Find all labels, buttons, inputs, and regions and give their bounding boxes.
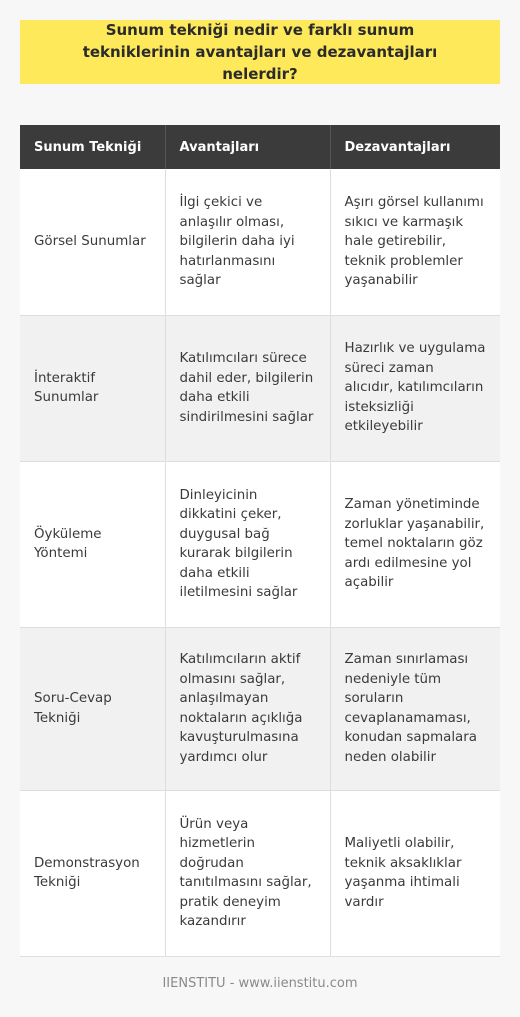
header-advantages: Avantajları xyxy=(165,125,330,169)
cell-disadvantages: Zaman sınırlaması nedeniyle tüm soruların cevaplanamaması, konudan sapmalara neden olabilir xyxy=(330,627,500,790)
title-banner xyxy=(20,20,500,84)
footer-credit: IIENSTITU - www.iienstitu.com xyxy=(162,976,358,991)
header-disadvantages: Dezavantajları xyxy=(330,125,500,169)
header-technique: Sunum Tekniği xyxy=(20,125,165,169)
cell-disadvantages: Aşırı görsel kullanımı sıkıcı ve karmaşık hale getirebilir, teknik problemler yaşanabilir xyxy=(330,169,500,315)
cell-technique: Görsel Sunumlar xyxy=(20,169,165,315)
cell-technique: Demonstrasyon Tekniği xyxy=(20,790,165,956)
page-title: Sunum tekniği nedir ve farklı sunum tekniklerinin avantajları ve dezavantajları nelerdir? xyxy=(82,21,438,83)
cell-disadvantages: Hazırlık ve uygulama süreci zaman alıcıdır, katılımcıların isteksizliği etkileyebilir xyxy=(330,315,500,461)
cell-advantages: İlgi çekici ve anlaşılır olması, bilgilerin daha iyi hatırlanmasını sağlar xyxy=(165,169,330,315)
cell-advantages: Katılımcıları sürece dahil eder, bilgilerin daha etkili sindirilmesini sağlar xyxy=(165,315,330,461)
cell-advantages: Dinleyicinin dikkatini çeker, duygusal bağ kurarak bilgilerin daha etkili iletilmesini sağlar xyxy=(165,461,330,627)
cell-technique: Öyküleme Yöntemi xyxy=(20,461,165,627)
table-row xyxy=(20,627,500,790)
cell-advantages: Katılımcıların aktif olmasını sağlar, anlaşılmayan noktaların açıklığa kavuşturulmasına yardımcı olur xyxy=(165,627,330,790)
table-header-row xyxy=(20,125,500,169)
cell-technique: Soru-Cevap Tekniği xyxy=(20,627,165,790)
table-row xyxy=(20,169,500,315)
table-row xyxy=(20,315,500,461)
cell-technique: İnteraktif Sunumlar xyxy=(20,315,165,461)
table-row xyxy=(20,790,500,956)
table-row xyxy=(20,461,500,627)
comparison-table xyxy=(20,125,500,957)
cell-advantages: Ürün veya hizmetlerin doğrudan tanıtılmasını sağlar, pratik deneyim kazandırır xyxy=(165,790,330,956)
cell-disadvantages: Zaman yönetiminde zorluklar yaşanabilir, temel noktaların göz ardı edilmesine yol açabilir xyxy=(330,461,500,627)
cell-disadvantages: Maliyetli olabilir, teknik aksaklıklar yaşanma ihtimali vardır xyxy=(330,790,500,956)
